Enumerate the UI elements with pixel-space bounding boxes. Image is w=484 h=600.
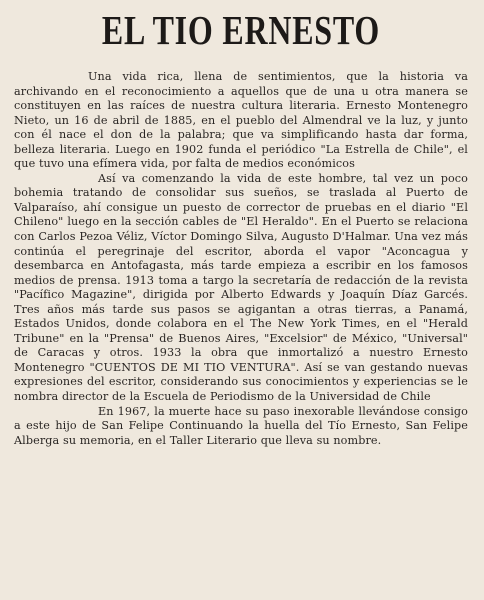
paragraph-3: En 1967, la muerte hace su paso inexorable llevándose consigo a este hijo de San Felipe Continuando la huella del Tío Ernesto, San Felipe Alberga su memoria, en el Taller Literario que lleva su nombre. (14, 404, 468, 447)
article-title: EL TIO ERNESTO (101, 7, 381, 53)
article-body (14, 70, 468, 448)
paragraph-2: Así va comenzando la vida de este hombre, tal vez un poco bohemia tratando de consolidar sus sueños, se traslada al Puerto de Valparaíso, ahí consigue un puesto de corrector de pruebas en el diario "El Chileno" luego en la sección cables de "El Heraldo". En el Puerto se relaciona con Carlos Pezoa Véliz, Víctor Domingo Silva, Augusto D'Halmar. Una vez más continúa el peregrinaje del escritor, aborda el vapor "Aconcagua y desembarca en Antofagasta, más tarde empieza a escribir en los famosos medios de prensa. 1913 toma a targo la secretaría de redacción de la revista "Pacífico Magazine", dirigida por Alberto Edwards y Joaquín Díaz Garcés. Tres años más tarde sus pasos se agigantan a otras tierras, a Panamá, Estados Unidos, donde colabora en el The New York Times, en el "Herald Tribune" en la "Prensa" de Buenos Aires, "Excelsior" de México, "Universal" de Caracas y otros. 1933 la obra que inmortalizó a nuestro Ernesto Montenegro "CUENTOS DE MI TIO VENTURA". Así se van gestando nuevas expresiones del escritor, considerando sus conocimientos y experiencias se le nombra director de la Escuela de Periodismo de la Universidad de Chile (14, 171, 468, 404)
paragraph-1: Una vida rica, llena de sentimientos, que la historia va archivando en el reconocimiento a aquellos que de una u otra manera se constituyen en las raíces de nuestra cultura literaria. Ernesto Montenegro Nieto, un 16 de abril de 1885, en el pueblo del Almendral ve la luz, y junto con él nace el don de la palabra; que va simplificando hasta dar forma, belleza literaria. Luego en 1902 funda el periódico "La Estrella de Chile", el que tuvo una efímera vida, por falta de medios económicos (14, 70, 468, 171)
